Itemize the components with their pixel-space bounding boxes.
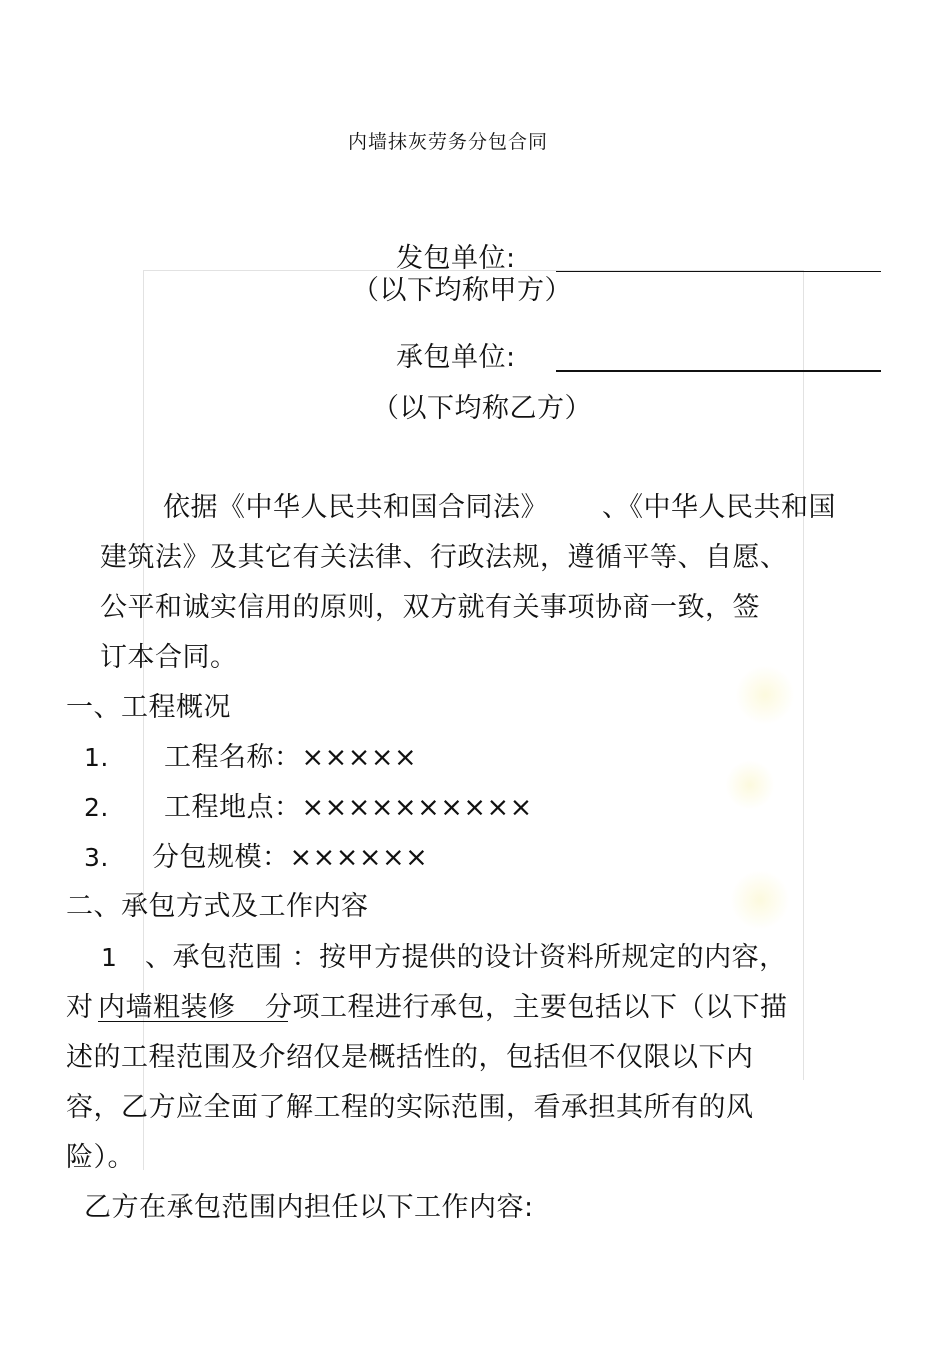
item-3-number: 3. bbox=[84, 843, 109, 872]
scope-line-2c: 分项工程进行承包，主要包括以下（以下描 bbox=[265, 992, 788, 1023]
scope-underline bbox=[98, 1021, 288, 1022]
work-content-intro: 乙方在承包范围内担任以下工作内容: bbox=[84, 1192, 534, 1223]
employer-note: （以下均称甲方） bbox=[352, 275, 572, 306]
scan-smudge bbox=[725, 760, 775, 810]
scope-line-5: 险）。 bbox=[66, 1142, 135, 1173]
employer-label: 发包单位: bbox=[396, 243, 516, 274]
intro-line-1a: 依据《中华人民共和国合同法》 bbox=[163, 492, 548, 523]
intro-line-3: 公平和诚实信用的原则，双方就有关事项协商一致，签 bbox=[100, 592, 760, 623]
intro-line-1b: 、《中华人民共和国 bbox=[602, 492, 836, 523]
intro-line-2: 建筑法》及其它有关法律、行政法规，遵循平等、自愿、 bbox=[100, 542, 788, 573]
intro-line-4: 订本合同。 bbox=[100, 642, 238, 673]
scan-frame-right bbox=[803, 270, 804, 1080]
item-1-text: 工程名称：××××× bbox=[164, 742, 418, 773]
contractor-note: （以下均称乙方） bbox=[372, 393, 592, 424]
contractor-signature-line bbox=[556, 370, 881, 372]
item-1-number: 1. bbox=[84, 743, 109, 772]
contractor-label: 承包单位: bbox=[396, 342, 516, 373]
item-2-text: 工程地点：×××××××××× bbox=[164, 792, 533, 823]
section-2-heading: 二、承包方式及工作内容 bbox=[66, 891, 369, 922]
scope-line-2b: 内墙粗装修 bbox=[98, 992, 236, 1023]
scan-smudge bbox=[730, 870, 790, 930]
scan-smudge bbox=[735, 665, 795, 725]
scope-number: 1 bbox=[101, 943, 118, 972]
scope-line-4: 容，乙方应全面了解工程的实际范围，看承担其所有的风 bbox=[66, 1092, 754, 1123]
scope-line-3: 述的工程范围及介绍仅是概括性的，包括但不仅限以下内 bbox=[66, 1042, 754, 1073]
section-1-heading: 一、工程概况 bbox=[66, 692, 231, 723]
item-2-number: 2. bbox=[84, 793, 109, 822]
item-3-text: 分包规模：×××××× bbox=[152, 842, 429, 873]
scope-line-2a: 对 bbox=[66, 992, 94, 1023]
scope-line-1: 、承包范围 ：按甲方提供的设计资料所规定的内容， bbox=[145, 942, 787, 973]
document-title: 内墙抹灰劳务分包合同 bbox=[348, 131, 549, 153]
employer-signature-line bbox=[556, 271, 881, 272]
